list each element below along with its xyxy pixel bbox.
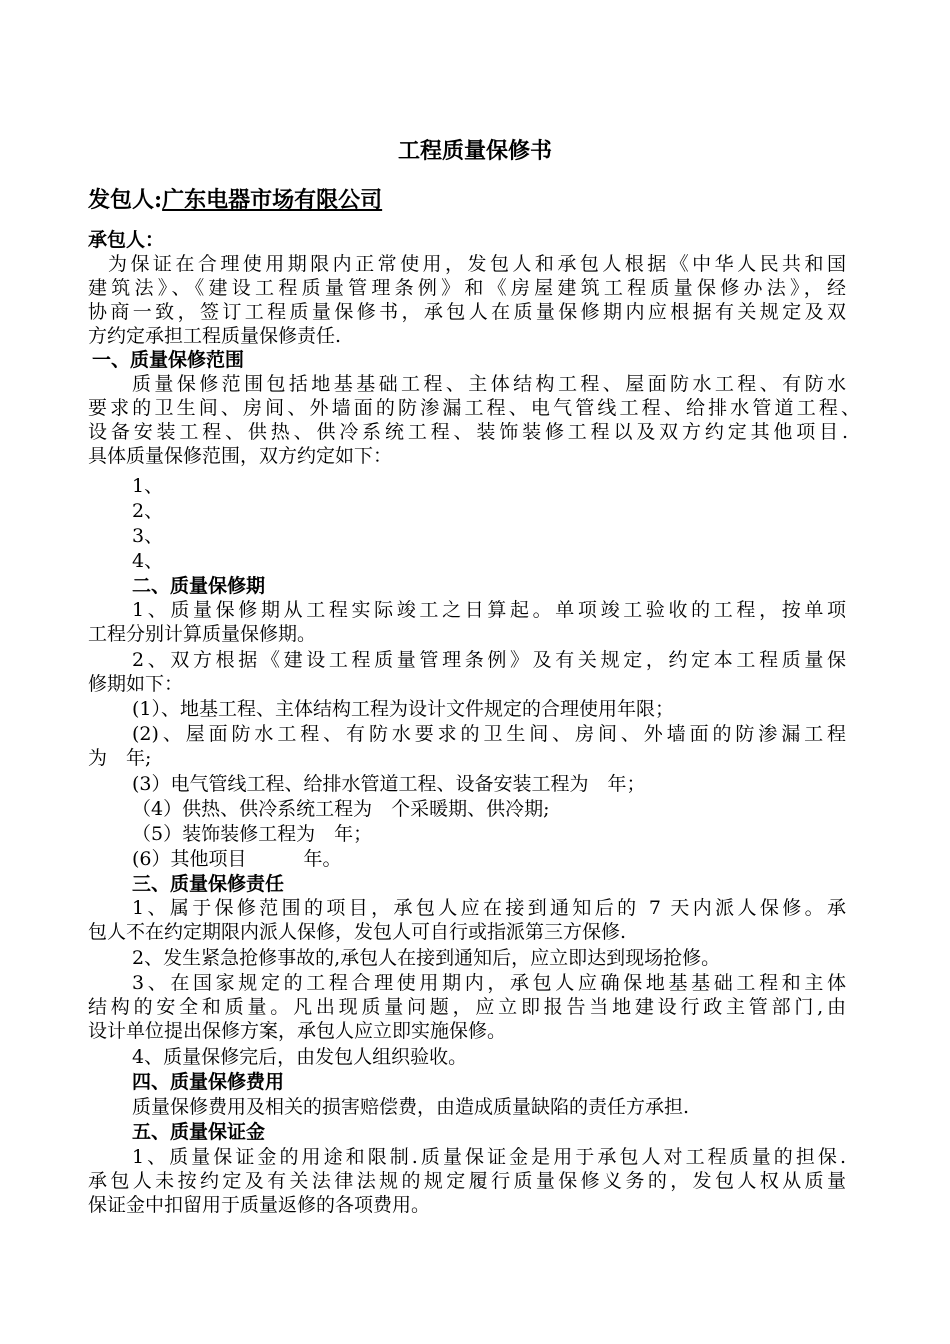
section-heading: 二、质量保修期 bbox=[132, 575, 266, 597]
paragraph-line: 包人不在约定期限内派人保修，发包人可自行或指派第三方保修. bbox=[88, 921, 627, 943]
list-item: 1、 bbox=[132, 475, 164, 497]
intro-line: 协商一致，签订工程质量保修书，承包人在质量保修期内应根据有关规定及双 bbox=[88, 301, 846, 323]
section-heading: 五、质量保证金 bbox=[132, 1121, 266, 1143]
paragraph-line: (6）其他项目 年。 bbox=[132, 848, 342, 870]
section-heading: 四、质量保修费用 bbox=[132, 1071, 285, 1093]
section-heading: 一、质量保修范围 bbox=[92, 349, 245, 371]
document-title: 工程质量保修书 bbox=[397, 138, 552, 164]
paragraph-line: 修期如下： bbox=[88, 673, 184, 695]
paragraph-line: 2、发生紧急抢修事故的,承包人在接到通知后，应立即达到现场抢修。 bbox=[132, 947, 721, 969]
paragraph-line: 1、质量保修期从工程实际竣工之日算起。单项竣工验收的工程，按单项 bbox=[132, 599, 846, 621]
paragraph-line: 结构的安全和质量。凡出现质量问题，应立即报告当地建设行政主管部门,由 bbox=[88, 996, 846, 1018]
intro-line: 为保证在合理使用期限内正常使用，发包人和承包人根据《中华人民共和国 bbox=[108, 253, 846, 275]
paragraph-line: 工程分别计算质量保修期。 bbox=[88, 623, 317, 645]
employer-label: 发包人: bbox=[88, 187, 163, 213]
intro-line: 建筑法》、《建设工程质量管理条例》和《房屋建筑工程质量保修办法》，经 bbox=[88, 277, 846, 299]
section-heading: 三、质量保修责任 bbox=[132, 873, 285, 895]
paragraph-line: (2)、屋面防水工程、有防水要求的卫生间、房间、外墙面的防渗漏工程 bbox=[132, 723, 846, 745]
list-item: 3、 bbox=[132, 525, 164, 547]
paragraph-line: 设计单位提出保修方案，承包人应立即实施保修。 bbox=[88, 1020, 507, 1042]
list-item: 4、 bbox=[132, 550, 164, 572]
paragraph-line: 承包人未按约定及有关法律法规的规定履行质量保修义务的，发包人权从质量 bbox=[88, 1170, 846, 1192]
paragraph-line: 设备安装工程、供热、供冷系统工程、装饰装修工程以及双方约定其他项目. bbox=[88, 421, 848, 443]
employer-line bbox=[88, 186, 382, 214]
paragraph-line: 1、属于保修范围的项目，承包人应在接到通知后的 7 天内派人保修。承 bbox=[132, 897, 846, 919]
list-item: 2、 bbox=[132, 500, 164, 522]
paragraph-line: 质量保修费用及相关的损害赔偿费，由造成质量缺陷的责任方承担. bbox=[132, 1096, 690, 1118]
paragraph-line: (1）、地基工程、主体结构工程为设计文件规定的合理使用年限； bbox=[132, 698, 675, 720]
paragraph-line: (3）电气管线工程、给排水管道工程、设备安装工程为 年； bbox=[132, 773, 646, 795]
paragraph-line: 为 年; bbox=[88, 747, 152, 769]
paragraph-line: 1、质量保证金的用途和限制.质量保证金是用于承包人对工程质量的担保. bbox=[132, 1146, 846, 1168]
intro-line: 方约定承担工程质量保修责任. bbox=[88, 325, 342, 347]
paragraph-line: 4、质量保修完后，由发包人组织验收。 bbox=[132, 1046, 468, 1068]
paragraph-line: 2、双方根据《建设工程质量管理条例》及有关规定，约定本工程质量保 bbox=[132, 649, 846, 671]
paragraph-line: （4）供热、供冷系统工程为 个采暖期、供冷期; bbox=[132, 798, 550, 820]
paragraph-line: （5）装饰装修工程为 年； bbox=[132, 823, 373, 845]
contractor-label: 承包人： bbox=[88, 229, 165, 251]
paragraph-line: 具体质量保修范围，双方约定如下： bbox=[88, 445, 393, 467]
paragraph-line: 要求的卫生间、房间、外墙面的防渗漏工程、电气管线工程、给排水管道工程、 bbox=[88, 397, 860, 419]
paragraph-line: 3、在国家规定的工程合理使用期内，承包人应确保地基基础工程和主体 bbox=[132, 972, 846, 994]
paragraph-line: 保证金中扣留用于质量返修的各项费用。 bbox=[88, 1194, 431, 1216]
paragraph-line: 质量保修范围包括地基基础工程、主体结构工程、屋面防水工程、有防水 bbox=[132, 373, 846, 395]
employer-name: 广东电器市场有限公司 bbox=[162, 187, 383, 213]
